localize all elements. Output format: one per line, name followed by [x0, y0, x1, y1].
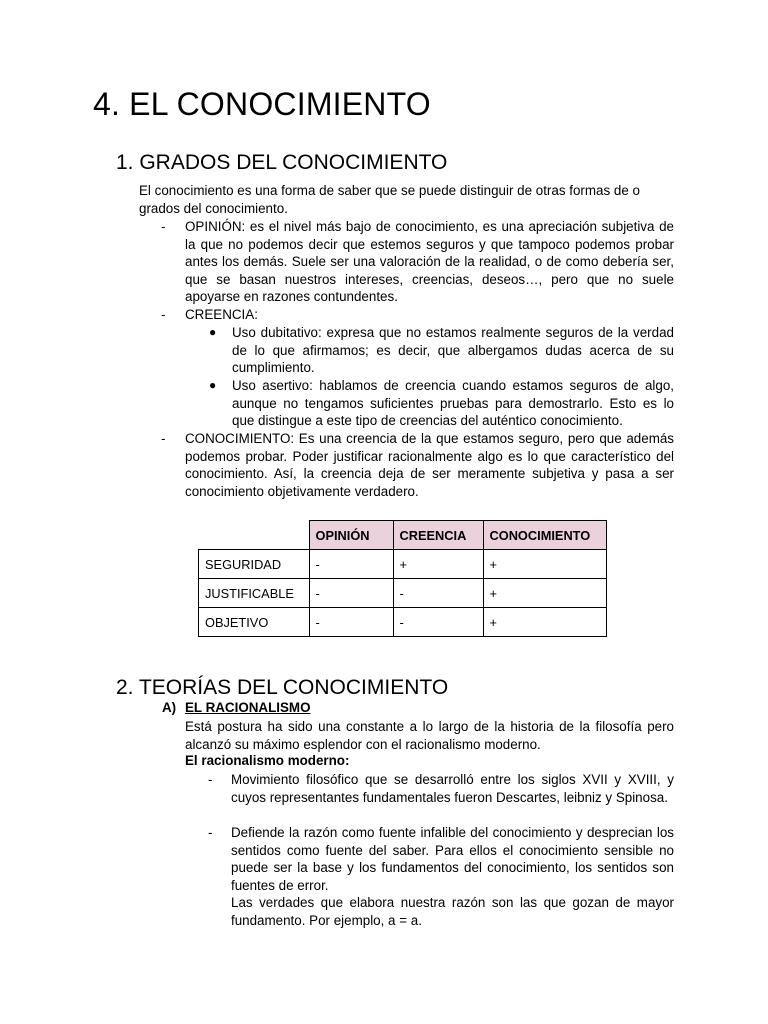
list-item-opinion [139, 218, 674, 306]
table-header-cell: OPINIÓN [309, 521, 393, 550]
table-row-label: OBJETIVO [199, 608, 310, 637]
list-item-extra-text: Las verdades que elabora nuestra razón son las que gozan de mayor fundamento. Por ejemplo, a = a. [231, 895, 674, 928]
list-item-text: Movimiento filosófico que se desarrolló entre los siglos XVII y XVIII, y cuyos representantes fundamentales fueron Descartes, leibniz y Spinosa. [231, 772, 674, 805]
section-heading-grados: 1. GRADOS DEL CONOCIMIENTO [116, 151, 448, 174]
list-item-movimiento [185, 771, 674, 806]
bullet-marker: ● [209, 378, 217, 392]
table-header-row [199, 521, 607, 550]
bullet-marker: ● [209, 325, 217, 339]
dash-marker: - [161, 219, 166, 234]
list-item-text: CONOCIMIENTO: Es una creencia de la que estamos seguro, pero que además podemos probar. Poder justificar racionalmente algo es lo que característico del conocimiento. Así, la creencia deja de ser meramente subjetiva y pasa a ser conocimiento objetivamente verdadero. [185, 431, 674, 499]
list-item-text: CREENCIA: [185, 307, 258, 322]
table-cell: - [393, 579, 483, 608]
dash-marker: - [161, 431, 166, 446]
dash-marker: - [208, 825, 213, 840]
dash-marker: - [161, 307, 166, 322]
table-cell: - [393, 608, 483, 637]
table-row [199, 579, 607, 608]
list-item-creencia [139, 306, 674, 324]
list-item-text: Uso asertivo: hablamos de creencia cuando estamos seguros de algo, aunque no tengamos suficientes pruebas para demostrarlo. Esto es lo que distingue a este tipo de creencias del auténtico conocimiento. [232, 378, 674, 429]
list-item-razon [185, 824, 674, 930]
racionalismo-moderno-heading: El racionalismo moderno: [185, 753, 350, 768]
section-heading-teorias: 2. TEORÍAS DEL CONOCIMIENTO [116, 676, 449, 699]
list-item-uso-asertivo [139, 377, 674, 430]
subsection-label: A) [162, 700, 177, 715]
table-row-label: SEGURIDAD [199, 550, 310, 579]
table-cell: - [309, 579, 393, 608]
table-cell: - [309, 550, 393, 579]
racionalismo-paragraph: Está postura ha sido una constante a lo largo de la historia de la filosofía pero alcanzó su máximo esplendor con el racionalismo moderno. [185, 719, 674, 752]
document-title: 4. EL CONOCIMIENTO [93, 86, 431, 122]
subsection-title: EL RACIONALISMO [185, 700, 311, 715]
table-cell: + [483, 579, 606, 608]
table-cell: + [393, 550, 483, 579]
comparison-table [198, 520, 607, 637]
table-cell: + [483, 550, 606, 579]
table-header-cell: CONOCIMIENTO [483, 521, 606, 550]
table-cell: + [483, 608, 606, 637]
table-row-label: JUSTIFICABLE [199, 579, 310, 608]
list-item-uso-dubitativo [139, 324, 674, 377]
intro-paragraph: El conocimiento es una forma de saber que se puede distinguir de otras formas de o grados del conocimiento. [139, 183, 640, 216]
list-item-conocimiento [139, 430, 674, 500]
list-item-text: Uso dubitativo: expresa que no estamos realmente seguros de la verdad de lo que afirmamos; es decir, que albergamos dudas acerca de su cumplimiento. [232, 325, 674, 376]
table-corner-cell [199, 521, 310, 550]
list-item-text: OPINIÓN: es el nivel más bajo de conocimiento, es una apreciación subjetiva de la que no podemos decir que estemos seguros y que tampoco podemos probar antes los demás. Suele ser una valoración de la realidad, o de como debería ser, que se basan nuestros intereses, creencias, deseos…, pero que no suele apoyarse en razones contundentes. [185, 219, 674, 305]
table-header-cell: CREENCIA [393, 521, 483, 550]
table-row [199, 550, 607, 579]
table-cell: - [309, 608, 393, 637]
table-row [199, 608, 607, 637]
subsection-heading-racionalismo [162, 700, 310, 715]
dash-marker: - [208, 772, 213, 787]
list-item-text: Defiende la razón como fuente infalible del conocimiento y desprecian los sentidos como fuente del saber. Para ellos el conocimiento sensible no puede ser la base y los fundamentos del conocimiento, los sentidos son fuentes de error. [231, 825, 674, 893]
